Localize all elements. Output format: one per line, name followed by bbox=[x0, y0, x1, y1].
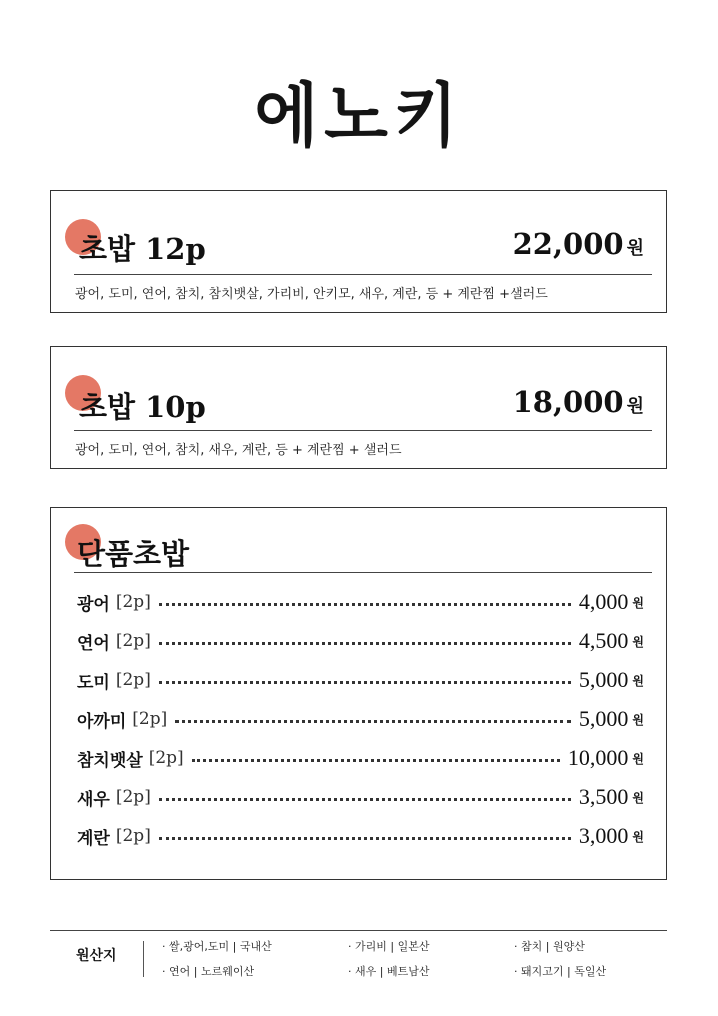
currency-unit: 원 bbox=[626, 238, 644, 259]
currency-unit: 원 bbox=[632, 751, 644, 766]
set-description: 광어, 도미, 연어, 참치, 새우, 계란, 등 + 계란찜 + 샐러드 bbox=[75, 443, 402, 458]
currency-unit: 원 bbox=[632, 634, 644, 649]
currency-unit: 원 bbox=[632, 673, 644, 688]
origin-entry: · 연어 | 노르웨이산 bbox=[162, 965, 255, 978]
item-price: 4,500 bbox=[578, 628, 629, 653]
item-name: 광어 bbox=[77, 594, 110, 615]
currency-unit: 원 bbox=[632, 712, 644, 727]
currency-unit: 원 bbox=[632, 790, 644, 805]
origin-entry: · 참치 | 원양산 bbox=[514, 940, 585, 953]
restaurant-title: 에노키 bbox=[254, 74, 464, 157]
item-name: 연어 bbox=[77, 633, 110, 654]
item-name: 참치뱃살 bbox=[77, 750, 143, 771]
dot-leader bbox=[159, 603, 571, 606]
dot-leader bbox=[159, 681, 571, 684]
menu-item-row bbox=[77, 626, 644, 656]
item-size: [2p] bbox=[115, 670, 151, 690]
currency-unit: 원 bbox=[626, 396, 644, 417]
set-price-value: 18,000 bbox=[512, 385, 624, 419]
menu-item-row bbox=[77, 743, 644, 773]
item-size: [2p] bbox=[115, 826, 151, 846]
set-price-value: 22,000 bbox=[512, 227, 624, 261]
dot-leader bbox=[159, 642, 571, 645]
dot-leader bbox=[192, 759, 560, 762]
menu-item-row bbox=[77, 587, 644, 617]
item-price: 3,500 bbox=[578, 784, 629, 809]
currency-unit: 원 bbox=[632, 829, 644, 844]
item-size: [2p] bbox=[148, 748, 184, 768]
divider bbox=[74, 430, 652, 431]
item-name: 도미 bbox=[77, 672, 110, 693]
set-menu-12p bbox=[50, 190, 667, 313]
item-size: [2p] bbox=[115, 631, 151, 651]
origin-entry: · 새우 | 베트남산 bbox=[348, 965, 430, 978]
menu-item-row bbox=[77, 704, 644, 734]
item-price: 4,000 bbox=[578, 589, 629, 614]
set-menu-10p bbox=[50, 346, 667, 469]
single-sushi-menu bbox=[50, 507, 667, 880]
dot-leader bbox=[159, 837, 571, 840]
set-name: 초밥 12p bbox=[79, 232, 206, 266]
set-price bbox=[513, 227, 644, 261]
currency-unit: 원 bbox=[632, 595, 644, 610]
item-price: 5,000 bbox=[578, 667, 629, 692]
item-size: [2p] bbox=[115, 592, 151, 612]
origin-entry: · 돼지고기 | 독일산 bbox=[514, 965, 607, 978]
dot-leader bbox=[159, 798, 571, 801]
set-price bbox=[513, 385, 644, 419]
set-name: 초밥 10p bbox=[79, 390, 206, 424]
item-price: 5,000 bbox=[578, 706, 629, 731]
menu-item-row bbox=[77, 782, 644, 812]
item-name: 계란 bbox=[77, 828, 110, 849]
origin-entry: · 쌀,광어,도미 | 국내산 bbox=[162, 940, 272, 953]
item-name: 아까미 bbox=[77, 711, 127, 732]
item-price: 3,000 bbox=[578, 823, 629, 848]
dot-leader bbox=[175, 720, 571, 723]
divider bbox=[74, 274, 652, 275]
menu-item-row bbox=[77, 665, 644, 695]
footer-divider bbox=[50, 930, 667, 931]
item-size: [2p] bbox=[115, 787, 151, 807]
item-size: [2p] bbox=[132, 709, 168, 729]
origin-separator bbox=[143, 941, 144, 977]
set-description: 광어, 도미, 연어, 참치, 참치뱃살, 가리비, 안키모, 새우, 계란, 등 + 계란찜 +샐러드 bbox=[75, 287, 548, 302]
divider bbox=[74, 572, 652, 573]
origin-entry: · 가리비 | 일본산 bbox=[348, 940, 430, 953]
item-price: 10,000 bbox=[567, 745, 629, 770]
item-name: 새우 bbox=[77, 789, 110, 810]
menu-item-row bbox=[77, 821, 644, 851]
origin-label: 원산지 bbox=[76, 948, 117, 964]
section-heading: 단품초밥 bbox=[77, 537, 190, 571]
